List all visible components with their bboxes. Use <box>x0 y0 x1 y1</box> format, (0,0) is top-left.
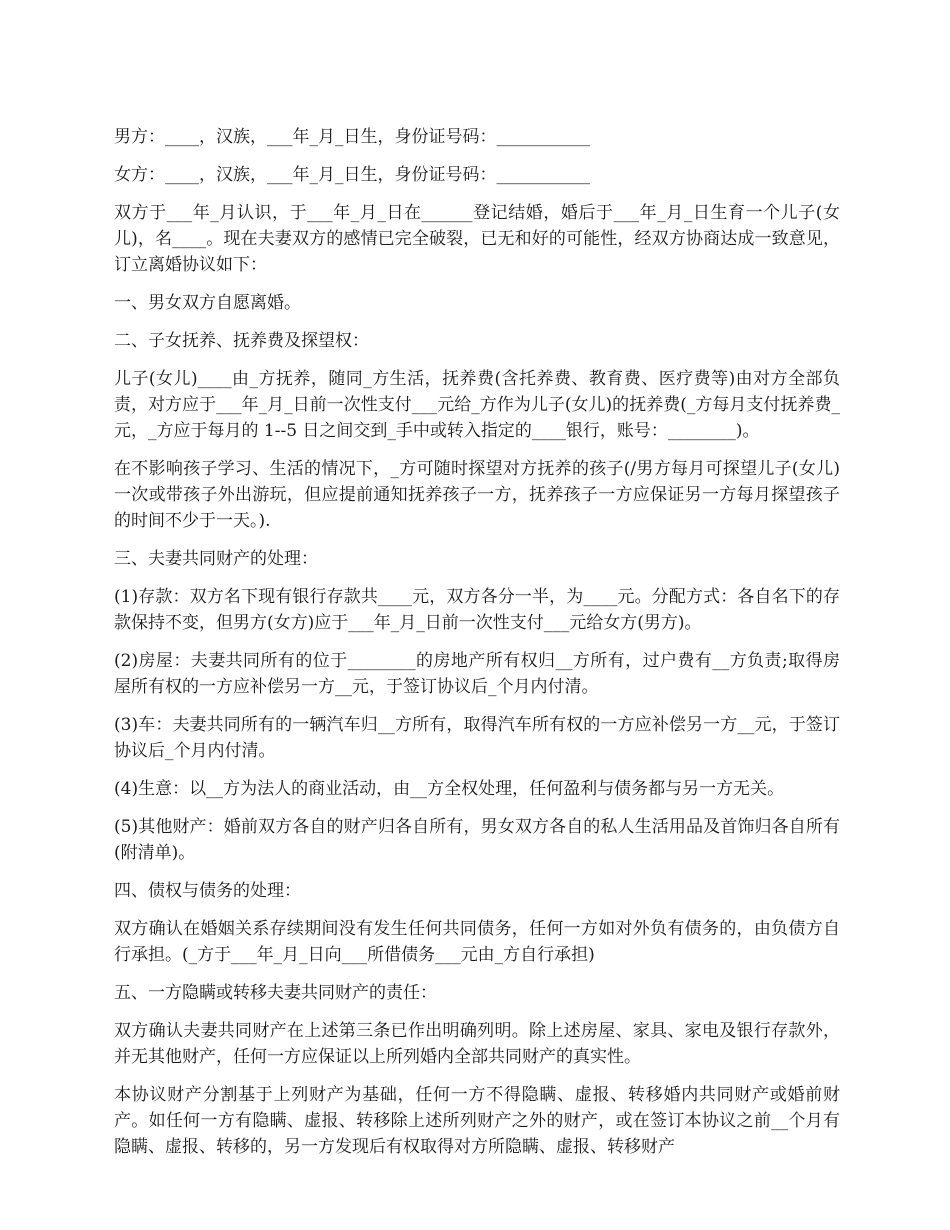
section-heading-child-support: 二、子女抚养、抚养费及探望权： <box>114 331 369 351</box>
section-heading-divorce: 一、男女双方自愿离婚。 <box>114 293 301 313</box>
section-heading-debts: 四、债权与债务的处理： <box>114 881 301 901</box>
visitation-paragraph: 在不影响孩子学习、生活的情况下，_方可随时探望对方抚养的孩子(/男方每月可探望儿子(女儿)一次或带孩子外出游玩，但应提前通知抚养孩子一方，抚养孩子一方应保证另一方每月探望孩子的时间不少于一天。). <box>114 459 840 531</box>
property-house-paragraph: (2)房屋：夫妻共同所有的位于________的房地产所有权归__方所有，过户费有__方负责;取得房屋所有权的一方应补偿另一方__元，于签订协议后_个月内付清。 <box>114 651 840 697</box>
property-other-paragraph: (5)其他财产：婚前双方各自的财产归各自所有，男女双方各自的私人生活用品及首饰归各自所有(附清单)。 <box>114 817 840 863</box>
preamble-paragraph: 双方于___年_月认识，于___年_月_日在______登记结婚，婚后于___年_月_日生育一个儿子(女儿)，名____。现在夫妻双方的感情已完全破裂，已无和好的可能性，经双方协商达成一致意见，订立离婚协议如下： <box>114 203 840 275</box>
debts-paragraph: 双方确认在婚姻关系存续期间没有发生任何共同债务，任何一方如对外负有债务的，由负债方自行承担。(_方于___年_月_日向___所借债务___元由_方自行承担) <box>114 919 840 965</box>
section-heading-property: 三、夫妻共同财产的处理： <box>114 549 318 569</box>
section-heading-concealment: 五、一方隐瞒或转移夫妻共同财产的责任： <box>114 983 437 1003</box>
property-business-paragraph: (4)生意：以__方为法人的商业活动，由__方全权处理，任何盈利与债务都与另一方无关。 <box>114 779 785 799</box>
concealment-paragraph-2: 本协议财产分割基于上列财产为基础，任何一方不得隐瞒、虚报、转移婚内共同财产或婚前财产。如任何一方有隐瞒、虚报、转移除上述所列财产之外的财产，或在签订本协议之前__个月有隐瞒、虚报、转移的，另一方发现后有权取得对方所隐瞒、虚报、转移财产 <box>114 1085 840 1157</box>
female-party-line: 女方：____，汉族，___年_月_日生，身份证号码：___________ <box>114 165 590 185</box>
document-body <box>114 124 840 1172</box>
child-custody-paragraph: 儿子(女儿)____由_方抚养，随同_方生活，抚养费(含托养费、教育费、医疗费等)由对方全部负责，对方应于___年_月_日前一次性支付___元给_方作为儿子(女儿)的抚养费(_方每月支付抚养费_元，_方应于每月的 1--5 日之间交到_手中或转入指定的____银行，账号：________)。 <box>114 369 840 441</box>
property-deposits-paragraph: (1)存款：双方名下现有银行存款共____元，双方各分一半，为____元。分配方式：各自名下的存款保持不变，但男方(女方)应于___年_月_日前一次性支付___元给女方(男方)。 <box>114 587 840 633</box>
property-car-paragraph: (3)车：夫妻共同所有的一辆汽车归__方所有，取得汽车所有权的一方应补偿另一方__元，于签订协议后_个月内付清。 <box>114 715 840 761</box>
concealment-paragraph-1: 双方确认夫妻共同财产在上述第三条已作出明确列明。除上述房屋、家具、家电及银行存款外，并无其他财产，任何一方应保证以上所列婚内全部共同财产的真实性。 <box>114 1021 840 1067</box>
male-party-line: 男方：____，汉族，___年_月_日生，身份证号码：___________ <box>114 127 590 147</box>
